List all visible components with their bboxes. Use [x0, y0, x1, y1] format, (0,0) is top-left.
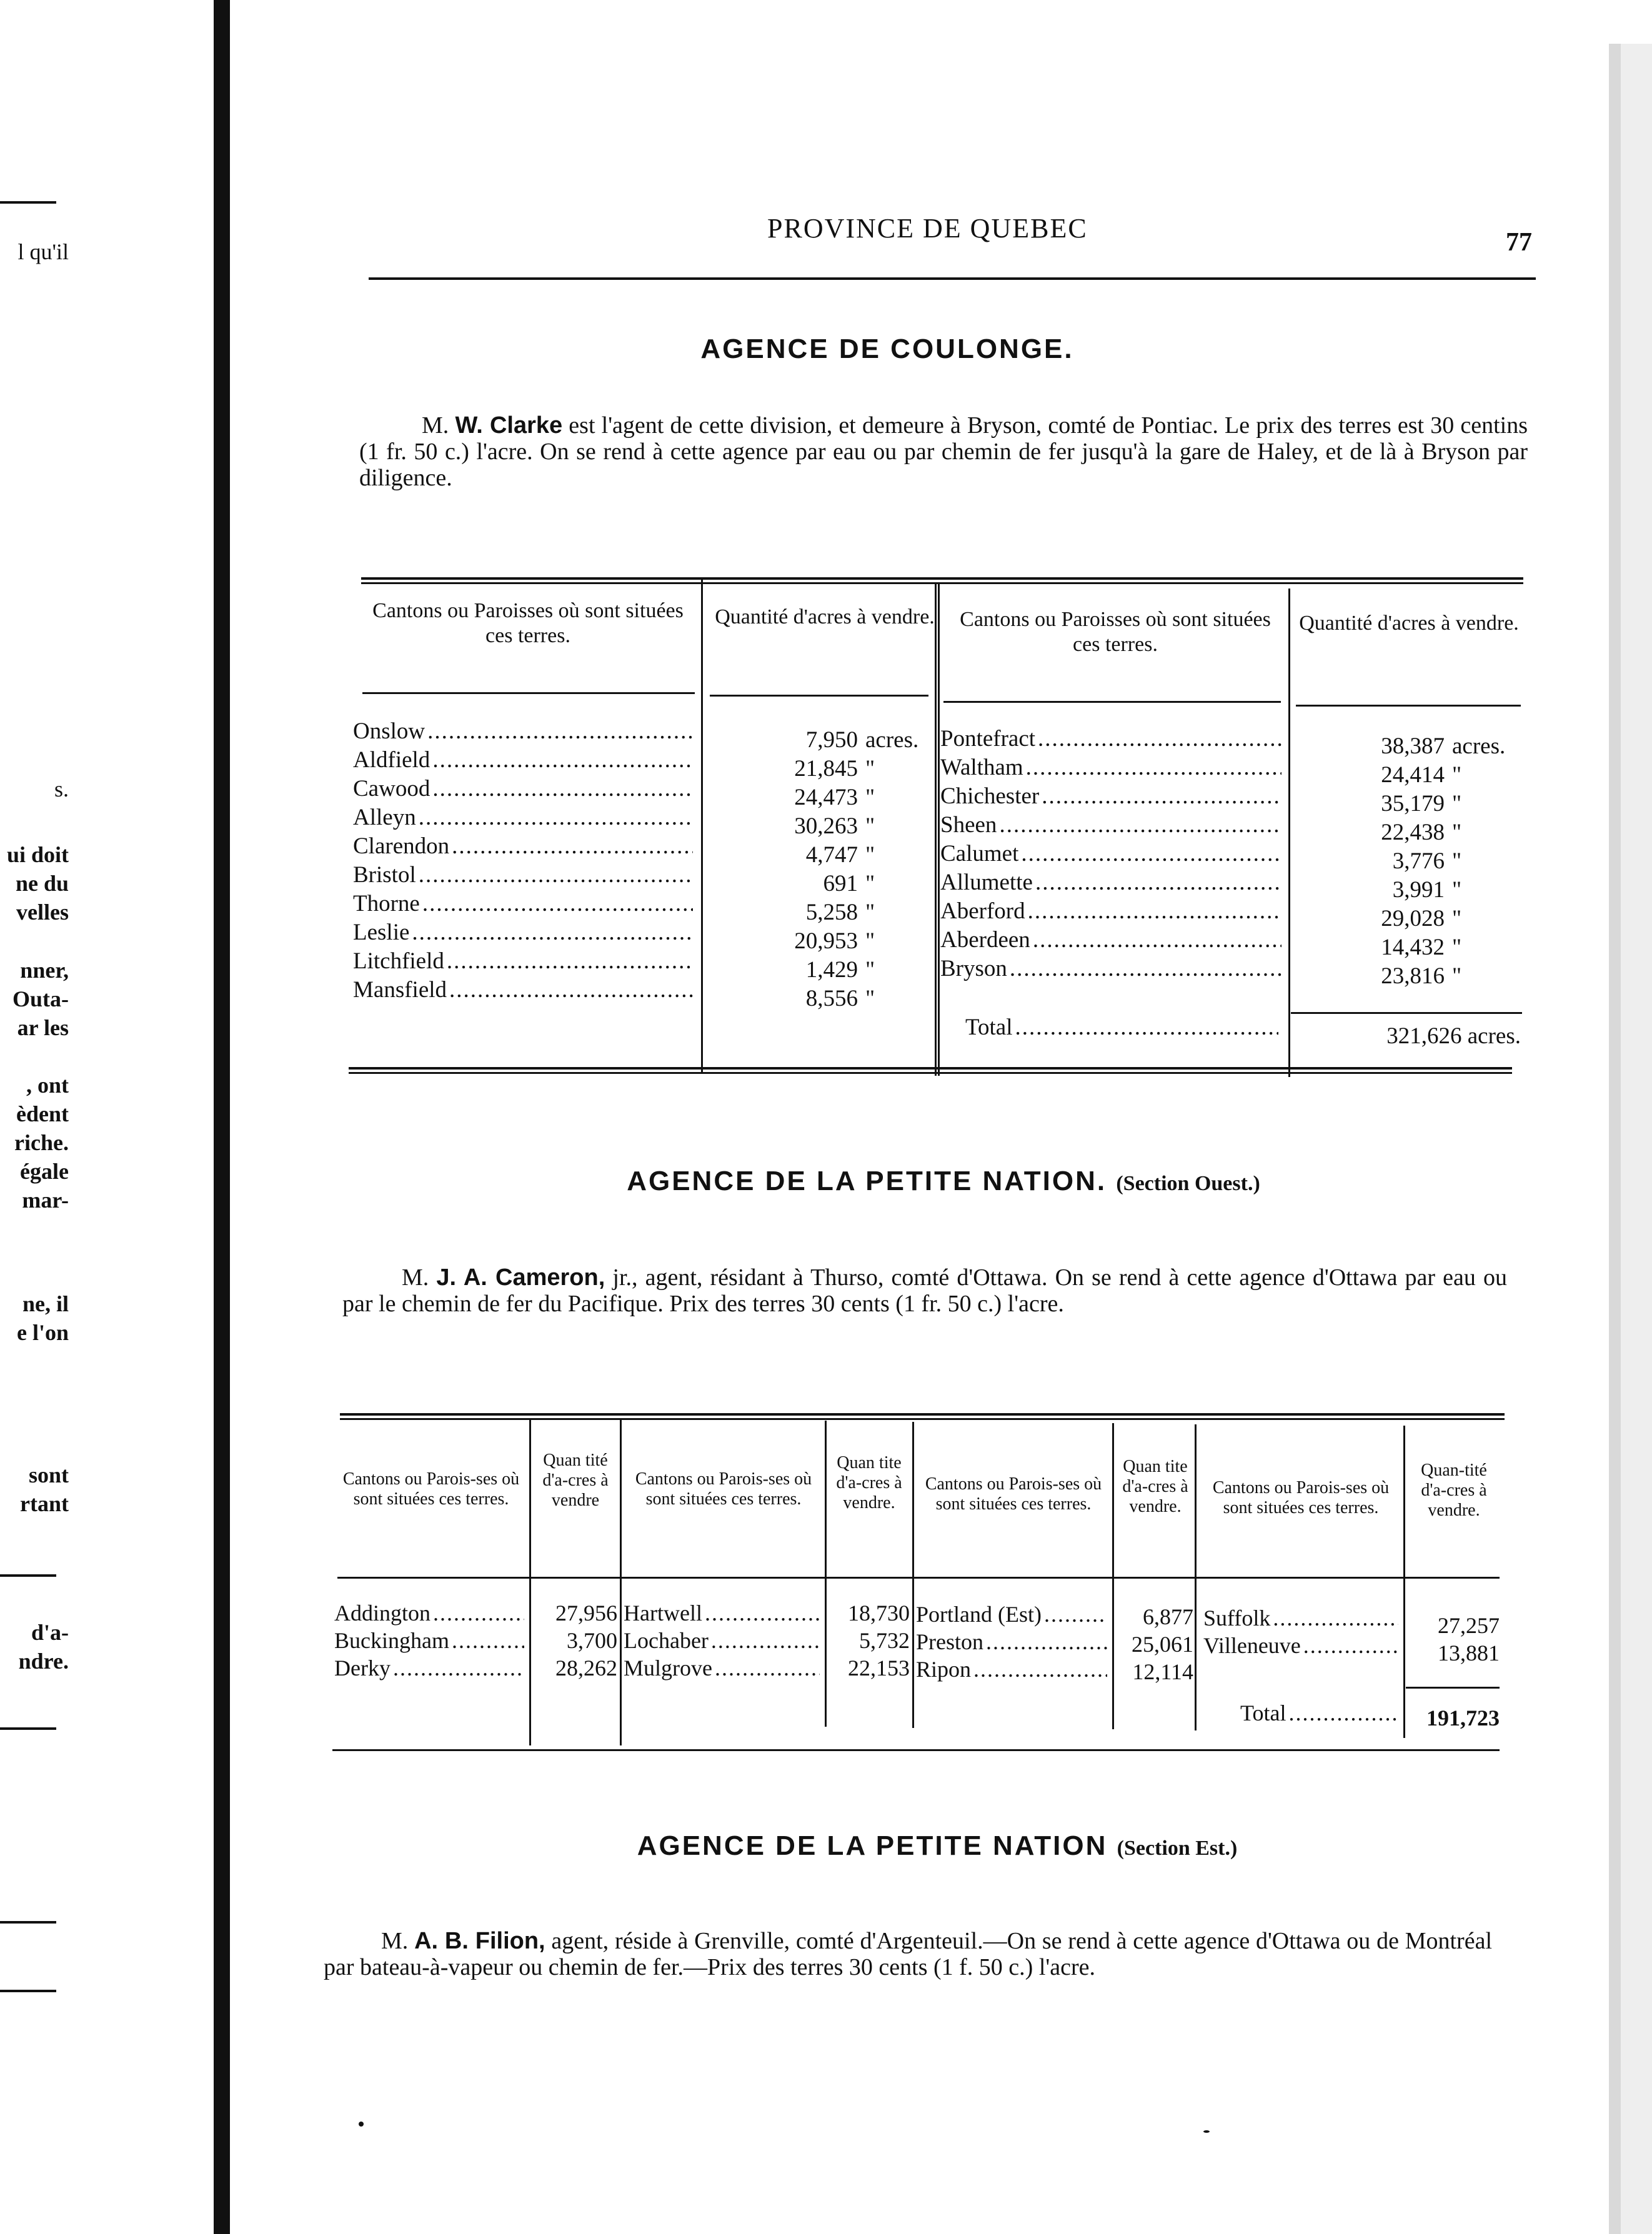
place-name: Chichester [940, 783, 1040, 809]
place-name: Onslow [353, 718, 425, 744]
table-top-rule [340, 1413, 1505, 1420]
table-row [940, 753, 1284, 782]
quantity-value: 25,061 [1132, 1632, 1193, 1657]
unit: " [1452, 877, 1462, 903]
table-row [353, 803, 695, 832]
book-gutter [214, 0, 230, 2234]
table-row [624, 1599, 822, 1627]
quantity-value: 8,556 [805, 986, 858, 1011]
agency-paragraph [324, 1928, 1492, 1980]
table-row [940, 725, 1284, 753]
column-header: Cantons ou Parois-ses où sont situées ces terres. [342, 1469, 520, 1509]
column-header: Cantons ou Paroisses où sont situées ces terres. [960, 608, 1271, 656]
left-page-text: égale [20, 1159, 69, 1184]
quantity-list [1296, 732, 1521, 991]
header-underline [362, 692, 695, 694]
table-row [353, 976, 695, 1005]
table-row [334, 1599, 527, 1627]
place-name: Derky [334, 1656, 391, 1680]
header-underline [1296, 705, 1521, 707]
quantity-value: 691 [823, 871, 858, 896]
unit: " [865, 928, 875, 954]
total-row [965, 1013, 1281, 1042]
place-name: Buckingham [334, 1628, 449, 1653]
total-label: Total [1240, 1700, 1286, 1725]
paragraph-text: est l'agent de cette division, et demeure à Bryson, comté de Pontiac. Le prix des terres est 30 centins (1 fr. 50 c.) l'acre. On se rend à cette agence par eau ou par chemin de fer jusqu'à la gare de Haley, et de là à Bryson par diligence. [359, 412, 1528, 491]
left-page-text: ne, il [22, 1291, 69, 1316]
total-row [1240, 1699, 1401, 1727]
quantity-value: 7,950 [805, 727, 858, 753]
quantity-value: 5,732 [859, 1628, 910, 1653]
salutation: M. [402, 1264, 429, 1291]
unit: " [865, 900, 875, 925]
table-row [353, 947, 695, 976]
header-underline [943, 701, 1281, 703]
section-subheading: (Section Est.) [1117, 1837, 1238, 1860]
table-row [940, 926, 1284, 955]
quantity-value: 3,700 [567, 1628, 617, 1653]
table-row [940, 840, 1284, 868]
quantity-value: 27,956 [555, 1601, 617, 1626]
left-page-text: l qu'il [17, 239, 69, 264]
quantity-value: 21,845 [794, 756, 858, 782]
table-row [916, 1656, 1110, 1683]
quantity-value: 5,258 [805, 900, 858, 925]
left-page-text: nner, [20, 958, 69, 983]
left-page-text: ar les [17, 1015, 69, 1040]
table-row [353, 746, 695, 775]
table-row [1203, 1632, 1401, 1659]
table-row [353, 861, 695, 890]
left-page-rule [0, 1574, 56, 1577]
left-page-text: Outa- [12, 986, 69, 1011]
column-header: Cantons ou Parois-ses où sont situées ces terres. [1212, 1478, 1390, 1517]
table-row [940, 955, 1284, 983]
place-name: Alleyn [353, 805, 416, 830]
quantity-value: 28,262 [555, 1656, 617, 1680]
table-row [916, 1628, 1110, 1656]
place-list [940, 725, 1284, 983]
place-name: Addington [334, 1601, 431, 1626]
left-page-text: ndre. [18, 1649, 69, 1674]
unit: " [865, 785, 875, 810]
column-divider [912, 1422, 914, 1728]
table-top-rule [361, 577, 1523, 584]
column-divider [1403, 1426, 1405, 1738]
total-label: Total [965, 1015, 1013, 1040]
unit: " [1452, 762, 1462, 788]
left-page-fragment [0, 0, 212, 2234]
left-page-text: èdent [16, 1101, 69, 1126]
section-heading [350, 1830, 1525, 1862]
header-underline [710, 695, 928, 697]
column-divider [620, 1419, 622, 1745]
unit: " [1452, 963, 1462, 989]
table-row [940, 782, 1284, 811]
table-row [334, 1654, 527, 1682]
column-divider [529, 1419, 531, 1745]
quantity-value: 22,153 [848, 1656, 910, 1680]
table-row [624, 1654, 822, 1682]
place-name: Clarendon [353, 833, 450, 859]
table-row [624, 1627, 822, 1654]
place-name: Mulgrove [624, 1656, 712, 1680]
left-page-rule [0, 1990, 56, 1992]
header-underline [337, 1577, 1500, 1579]
unit: " [865, 871, 875, 896]
place-name: Bryson [940, 956, 1007, 981]
quantity-list [1113, 1603, 1193, 1685]
quantity-value: 14,432 [1381, 935, 1445, 960]
place-list [1203, 1604, 1401, 1659]
place-name: Hartwell [624, 1601, 702, 1626]
salutation: M. [381, 1928, 409, 1954]
table-row [353, 717, 695, 746]
quantity-value: 4,747 [805, 842, 858, 868]
quantity-value: 18,730 [848, 1601, 910, 1626]
left-page-text: d'a- [31, 1620, 69, 1645]
place-name: Sheen [940, 812, 997, 838]
quantity-value: 1,429 [805, 957, 858, 983]
place-name: Cawood [353, 776, 430, 802]
quantity-value: 27,257 [1438, 1613, 1500, 1638]
left-page-rule [0, 1727, 56, 1730]
table-row [940, 897, 1284, 926]
column-header: Quantité d'acres à vendre. [715, 605, 935, 628]
left-page-text: riche. [14, 1130, 69, 1155]
table-row [353, 832, 695, 861]
unit: " [1452, 906, 1462, 931]
place-list [624, 1599, 822, 1682]
place-name: Mansfield [353, 977, 447, 1003]
column-divider [701, 580, 703, 1073]
quantity-list [531, 1599, 617, 1682]
unit: " [865, 756, 875, 782]
unit: " [1452, 848, 1462, 874]
agency-paragraph [342, 1264, 1507, 1317]
place-name: Pontefract [940, 726, 1036, 752]
agent-name: J. A. Cameron, [436, 1264, 605, 1291]
left-page-text: mar- [22, 1188, 69, 1213]
table-row [940, 811, 1284, 840]
left-page-text: , ont [26, 1073, 69, 1098]
place-name: Waltham [940, 755, 1023, 780]
agency-paragraph [359, 412, 1528, 491]
place-name: Portland (Est) [916, 1602, 1042, 1627]
left-page-rule [0, 1921, 56, 1924]
left-page-text: rtant [20, 1491, 69, 1516]
place-name: Thorne [353, 891, 420, 916]
quantity-list [826, 1599, 910, 1682]
column-header: Quan tite d'a-cres à vendre. [1122, 1457, 1188, 1516]
place-name: Litchfield [353, 948, 444, 974]
quantity-value: 30,263 [794, 813, 858, 839]
column-header: Quantité d'acres à vendre. [1299, 612, 1519, 635]
table-row [334, 1627, 527, 1654]
table-row [353, 918, 695, 947]
column-header: Cantons ou Parois-ses où sont situées ces terres. [635, 1469, 812, 1509]
total-rule [1406, 1687, 1500, 1689]
table-row [916, 1601, 1110, 1628]
quantity-value: 38,387 [1381, 733, 1445, 759]
agent-name: A. B. Filion, [414, 1928, 545, 1954]
ink-speck [359, 2122, 364, 2127]
quantity-value: 22,438 [1381, 820, 1445, 845]
unit: " [1452, 820, 1462, 845]
place-name: Ripon [916, 1657, 972, 1682]
left-page-text: ne du [15, 871, 69, 896]
unit: " [865, 813, 875, 839]
paragraph-text: jr., agent, résidant à Thurso, comté d'Ottawa. On se rend à cette agence d'Ottawa par eau ou par le chemin de fer du Pacifique. Prix des terres 30 cents (1 fr. 50 c.) l'acre. [342, 1264, 1508, 1317]
quantity-value: 23,816 [1381, 963, 1445, 989]
quantity-value: 3,991 [1392, 877, 1445, 903]
left-page-text: e l'on [16, 1320, 69, 1345]
place-list [353, 717, 695, 1005]
column-header: Quan tite d'a-cres à vendre. [836, 1453, 902, 1512]
unit: " [865, 957, 875, 983]
place-list [916, 1601, 1110, 1683]
left-page-text: sont [28, 1462, 69, 1487]
place-name: Villeneuve [1203, 1633, 1301, 1658]
agent-name: W. Clarke [455, 412, 563, 439]
page-number: 77 [1506, 228, 1532, 257]
total-rule [1291, 1012, 1522, 1014]
table-row [353, 890, 695, 918]
place-list [334, 1599, 527, 1682]
quantity-list [709, 726, 934, 1013]
place-name: Bristol [353, 862, 416, 888]
quantity-value: 20,953 [794, 928, 858, 954]
salutation: M. [422, 412, 449, 439]
table-bottom-rule [349, 1067, 1512, 1074]
left-page-rule [0, 201, 56, 204]
quantity-value: 6,877 [1143, 1604, 1193, 1629]
quantity-value: 35,179 [1381, 791, 1445, 817]
header-rule [369, 277, 1536, 280]
table-row [353, 775, 695, 803]
place-name: Calumet [940, 841, 1019, 866]
quantity-value: 12,114 [1132, 1659, 1193, 1684]
total-value: 321,626 acres. [1386, 1023, 1521, 1049]
section-heading-text: AGENCE DE LA PETITE NATION [637, 1830, 1108, 1861]
left-page-text: velles [16, 900, 69, 925]
column-divider [1288, 588, 1290, 1077]
quantity-value: 24,414 [1381, 762, 1445, 788]
place-name: Aberford [940, 898, 1025, 924]
place-name: Lochaber [624, 1628, 709, 1653]
table-bottom-rule [332, 1749, 1500, 1751]
section-heading: AGENCE DE COULONGE. [700, 334, 1074, 364]
running-header: PROVINCE DE QUEBEC [767, 213, 1088, 244]
place-name: Allumette [940, 870, 1033, 895]
place-name: Aberdeen [940, 927, 1030, 953]
quantity-value: 29,028 [1381, 906, 1445, 931]
paragraph-text: agent, réside à Grenville, comté d'Argenteuil.—On se rend à cette agence d'Ottawa ou de Montréal par bateau-à-vapeur ou chemin de fer.—Prix des terres 30 cents (1 f. 50 c.) l'acre. [324, 1928, 1493, 1980]
quantity-value: 13,881 [1438, 1641, 1500, 1666]
column-header: Cantons ou Parois-ses où sont situées ces terres. [925, 1474, 1102, 1514]
section-subheading: (Section Ouest.) [1116, 1172, 1260, 1195]
column-divider [935, 582, 940, 1076]
table-row [1203, 1604, 1401, 1632]
unit: acres. [1452, 733, 1506, 759]
section-heading-text: AGENCE DE LA PETITE NATION. [627, 1166, 1107, 1196]
column-header: Quan tité d'a-cres à vendre [542, 1451, 609, 1510]
unit: " [1452, 791, 1462, 817]
unit: " [865, 842, 875, 868]
total-value: 191,723 [1426, 1705, 1500, 1730]
ink-speck [1203, 2130, 1210, 2133]
left-page-text: ui doit [6, 842, 69, 867]
table-row [940, 868, 1284, 897]
place-name: Leslie [353, 920, 410, 945]
place-name: Aldfield [353, 747, 430, 773]
page-edge [1621, 44, 1652, 2234]
section-heading [350, 1166, 1537, 1197]
quantity-value: 3,776 [1392, 848, 1445, 874]
unit: " [1452, 935, 1462, 960]
place-name: Suffolk [1203, 1606, 1271, 1631]
unit: " [865, 986, 875, 1011]
place-name: Preston [916, 1629, 983, 1654]
quantity-list [1406, 1612, 1500, 1667]
column-header: Quan-tité d'a-cres à vendre. [1421, 1461, 1487, 1520]
unit: acres. [865, 727, 919, 753]
column-header: Cantons ou Paroisses où sont situées ces terres. [372, 599, 684, 647]
left-page-text: s. [54, 777, 69, 802]
quantity-value: 24,473 [794, 785, 858, 810]
